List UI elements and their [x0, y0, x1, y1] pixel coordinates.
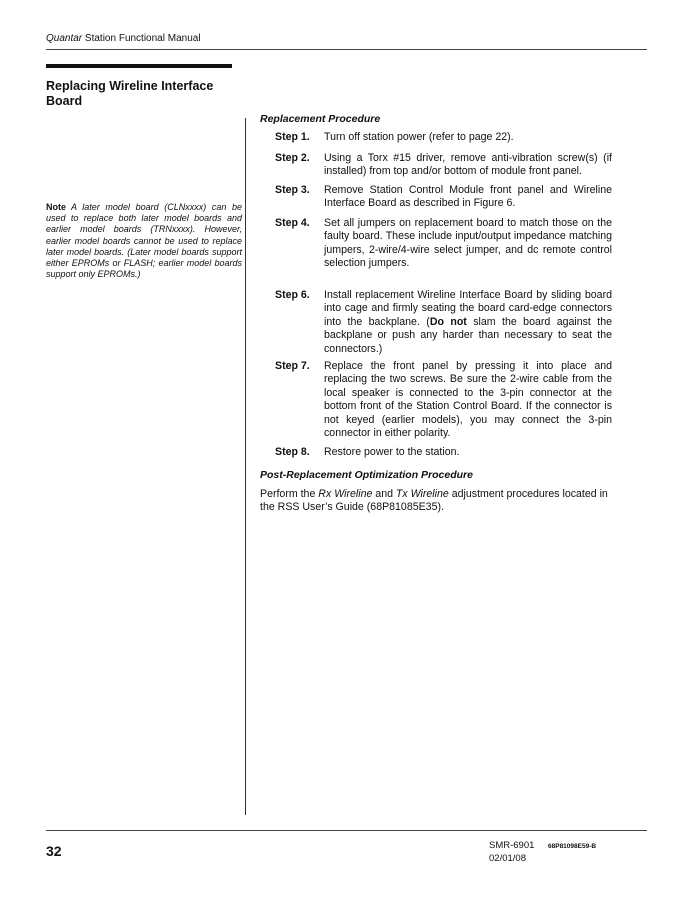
section-title: Replacing Wireline Interface Board [46, 79, 214, 108]
step-label: Step 4. [275, 217, 310, 229]
header-product: Quantar [46, 33, 83, 44]
post-text-part: and [372, 488, 396, 500]
step-4 [260, 217, 612, 271]
step-label: Step 2. [275, 152, 310, 164]
document-date: 02/01/08 [489, 853, 526, 864]
post-replacement-text [260, 488, 612, 515]
step-text-part: Install replacement Wireline Interface Board by sliding board into cage and firmly seating the board card-edge connectors into the backplane. ( [324, 289, 612, 328]
document-id: SMR-6901 [489, 840, 535, 851]
step-6 [260, 289, 612, 356]
step-label: Step 7. [275, 360, 310, 372]
section-bar [46, 64, 232, 68]
step-text: Restore power to the station. [324, 446, 460, 458]
step-1 [260, 131, 612, 144]
step-3 [260, 184, 612, 211]
part-number: 68P81098E59-B [548, 843, 597, 850]
step-text: Remove Station Control Module front panel and Wireline Interface Board as described in Figure 6. [324, 184, 612, 210]
step-2 [260, 152, 612, 179]
step-label: Step 8. [275, 446, 310, 458]
step-label: Step 3. [275, 184, 310, 196]
note-body: A later model board (CLNxxxx) can be used to replace both later model boards and earlier model boards (TRNxxxx). However, earlier model boards cannot be used to replace later model boards. (Later model boards support either EPROMs or FLASH; earlier model boards support only EPROMs.) [46, 202, 242, 280]
post-text-part: adjustment procedures located in the RSS User’s Guide (68P81085E35). [260, 488, 608, 514]
step-text: Turn off station power (refer to page 22). [324, 131, 514, 143]
step-text-emphasis: Do not [429, 315, 467, 328]
step-text: Using a Torx #15 driver, remove anti-vibration screw(s) (if installed) from top and/or bottom of module front panel. [324, 152, 612, 178]
running-header [46, 33, 201, 44]
rx-wireline-ref: Rx Wireline [318, 488, 373, 500]
step-text [324, 289, 612, 356]
step-7 [260, 360, 612, 440]
post-text-part: Perform the [260, 488, 319, 500]
page-number: 32 [46, 843, 62, 859]
step-label: Step 1. [275, 131, 310, 143]
replacement-procedure-heading: Replacement Procedure [260, 113, 381, 125]
step-text: Set all jumpers on replacement board to match those on the faulty board. These include input/output impedance matching jumpers, 2-wire/4-wire select jumper, and dc remote control selection jumpers. [324, 217, 612, 270]
step-label: Step 6. [275, 289, 310, 301]
step-text: Replace the front panel by pressing it into place and replacing the two screws. Be sure the 2-wire cable from the local speaker is connected to the 3-pin connector at the bottom front of the Station Control Board. If the connector is not keyed (earlier models), you may connect the 3-pin connector in either polarity. [324, 360, 612, 440]
side-note [46, 202, 242, 280]
step-text-part: slam the board against the backplane or push any harder than necessary to seat the connectors.) [324, 315, 612, 355]
post-replacement-heading: Post-Replacement Optimization Procedure [260, 469, 473, 481]
note-label: Note [46, 202, 66, 212]
column-divider [245, 118, 246, 815]
header-title: Station Functional Manual [82, 33, 201, 44]
tx-wireline-ref: Tx Wireline [395, 488, 449, 500]
header-rule [46, 49, 647, 50]
step-8 [260, 446, 612, 459]
footer-rule [46, 830, 647, 831]
